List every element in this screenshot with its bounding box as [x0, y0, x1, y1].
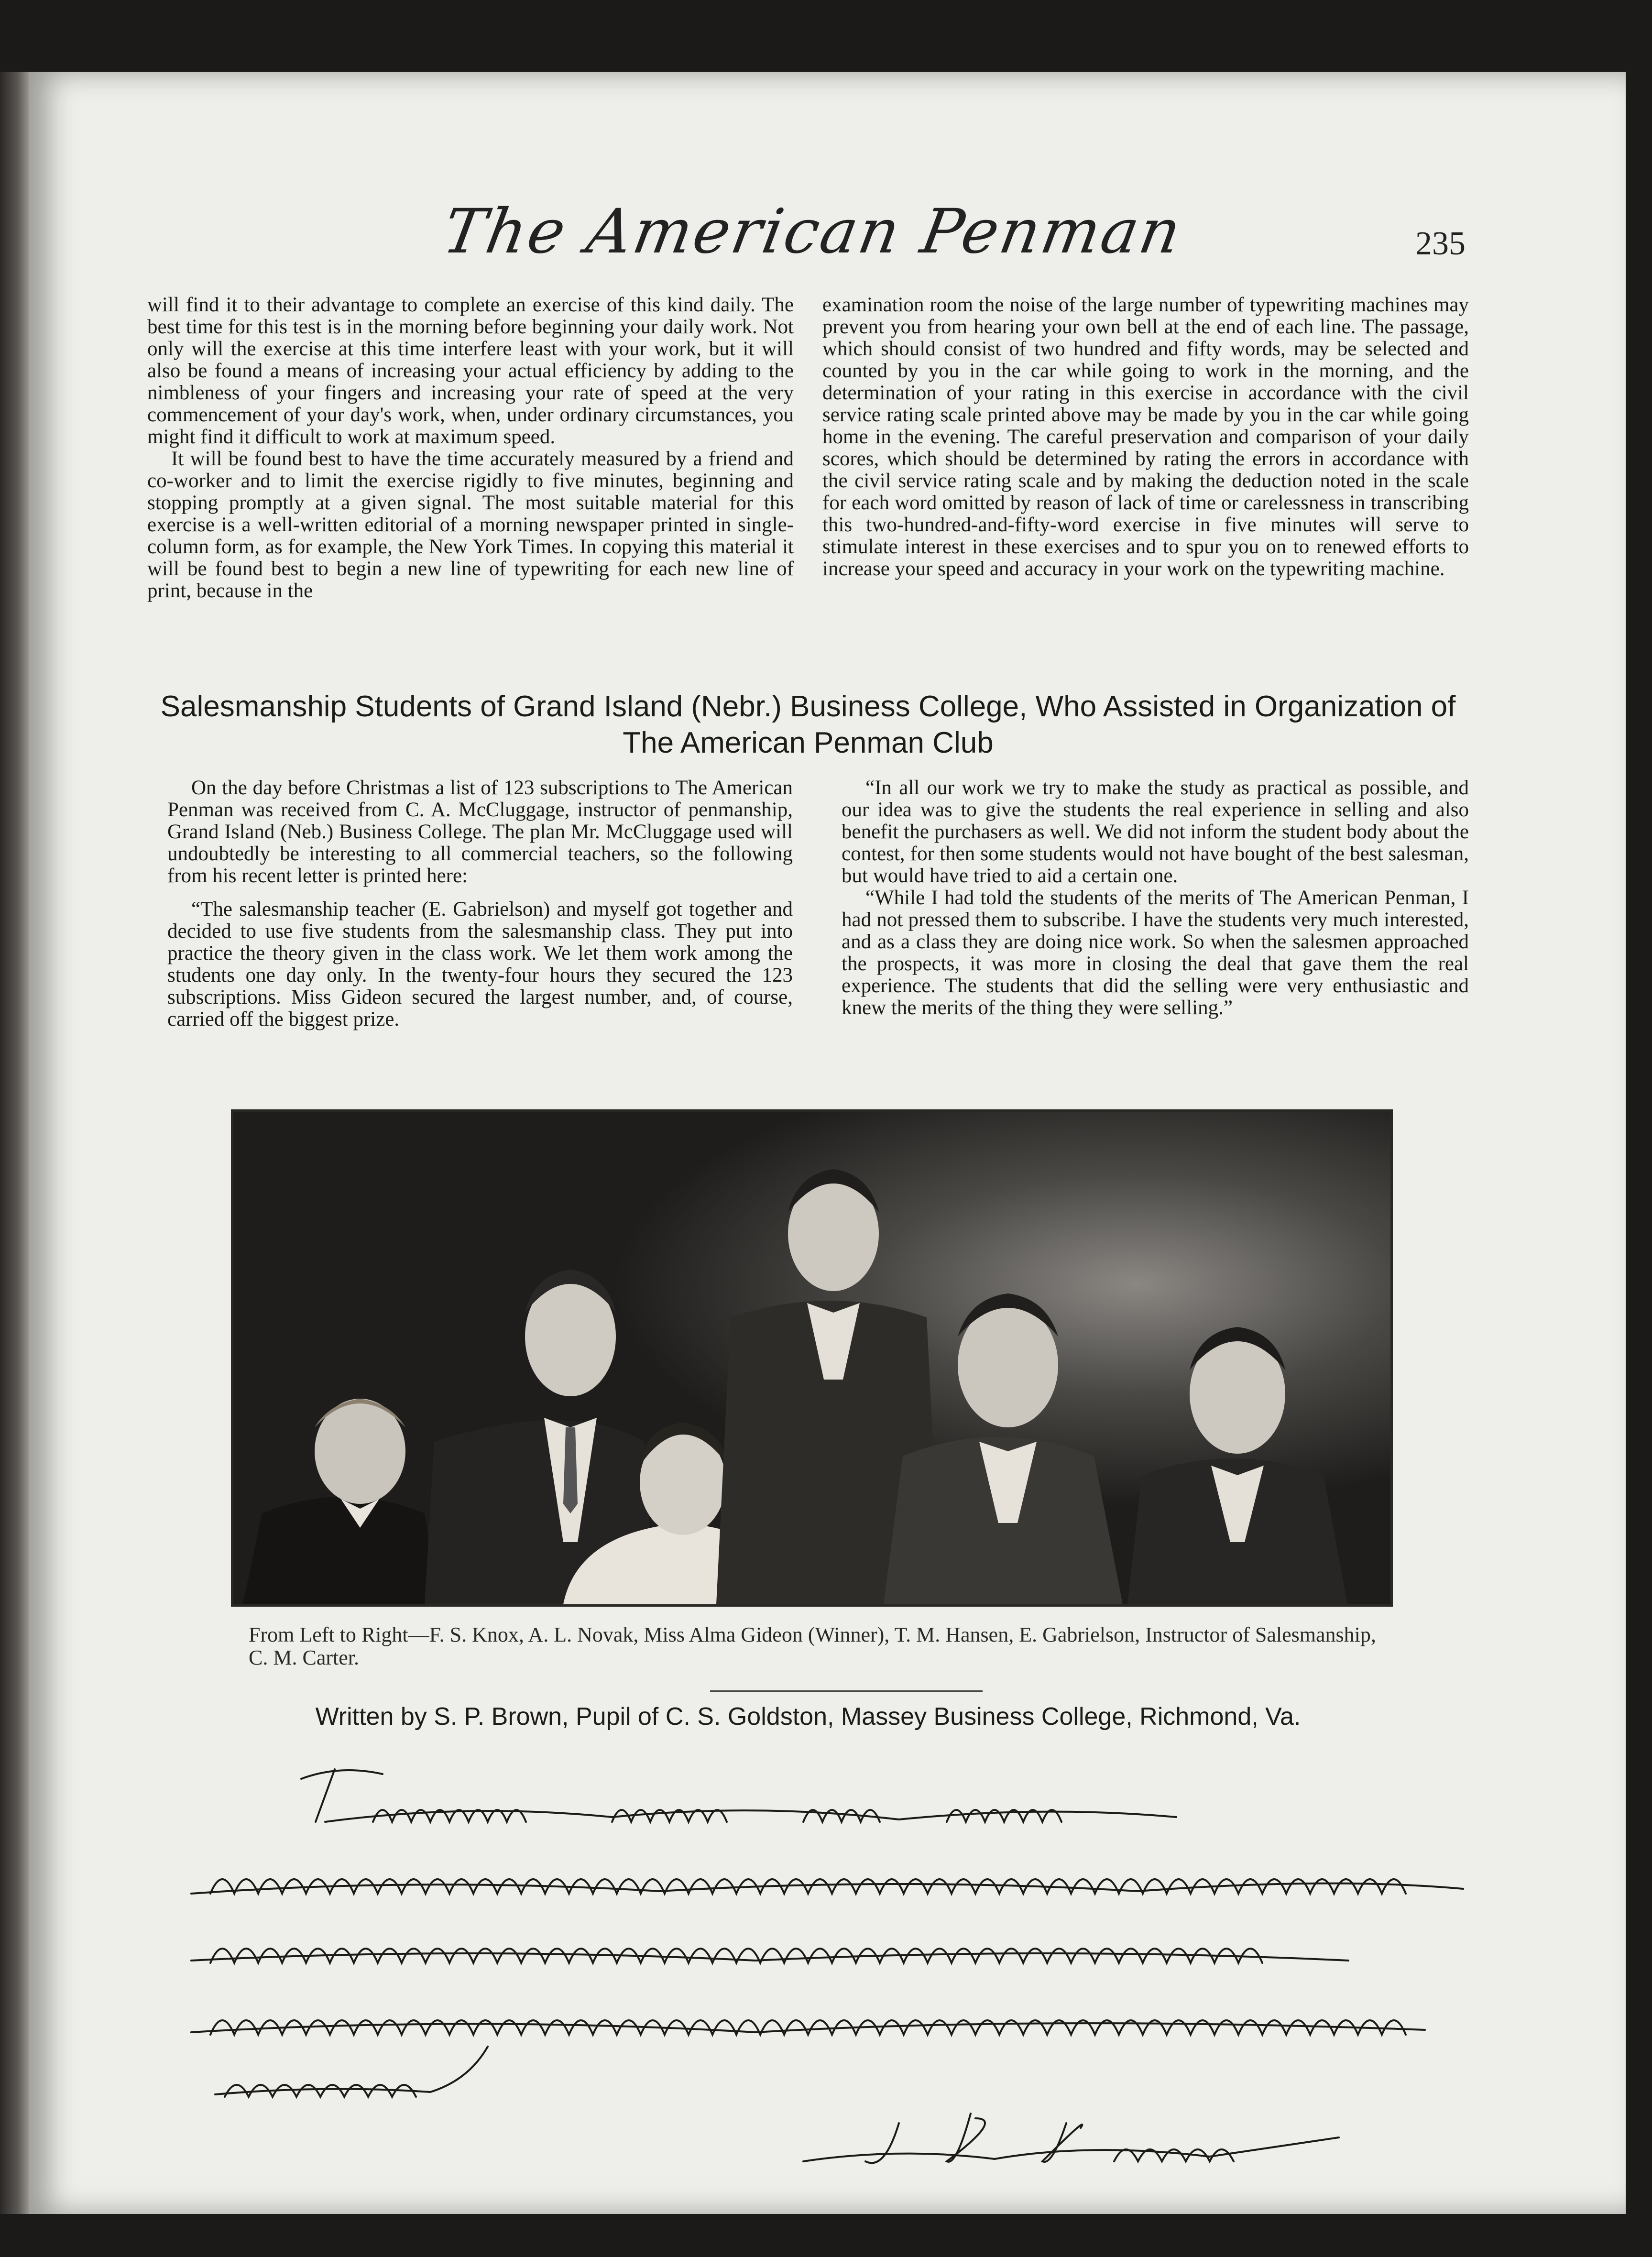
article-mid-right-column [842, 777, 1469, 1019]
paragraph: will find it to their advantage to complete an exercise of this kind daily. The best time for this test is in the morning before beginning your daily work. Not only will the exercise at this time interfere least with your work, but it will also be found a means of increasing your actual efficiency by adding to the nimbleness of your fingers and increasing your rate of speed at the very commencement of your day's work, when, under ordinary circumstances, you might find it difficult to work at maximum speed. [147, 294, 794, 448]
article-headline [143, 689, 1473, 761]
specimen-credit: Written by S. P. Brown, Pupil of C. S. Goldston, Massey Business College, Richmond, Va. [315, 1703, 1301, 1731]
paragraph: On the day before Christmas a list of 123 subscriptions to The American Penman was received from C. A. McCluggage, instructor of penmanship, Grand Island (Neb.) Business College. The plan Mr. McCluggage used will undoubtedly be interesting to all commercial teachers, so the following from his recent letter is printed here: [167, 777, 793, 887]
photo-illustration [233, 1112, 1390, 1604]
headline-line-1: Salesmanship Students of Grand Island (Nebr.) Business College, Who Assisted in Organization of [160, 690, 1456, 723]
paragraph: examination room the noise of the large number of typewriting machines may prevent you from hearing your own bell at the end of each line. The passage, which should consist of two hundred and fifty words, may be selected and counted by you in the car while going to work in the morning, and the determination of your rating in this exercise in accordance with the civil service rating scale printed above may be made by you in the car while going home in the evening. The careful preservation and comparison of your daily scores, which should be determined by rating the errors in accordance with the civil service rating scale and by making the deduction noted in the scale for each word omitted by reason of lack of time or carelessness in transcribing this two-hundred-and-fifty-word exercise in five minutes will serve to stimulate interest in these exercises and to spur you on to renewed efforts to increase your speed and accuracy in your work on the typewriting machine. [822, 294, 1469, 580]
page-number: 235 [1415, 225, 1466, 262]
group-photograph [231, 1109, 1393, 1607]
book-spine [0, 72, 30, 2214]
headline-line-2: The American Penman Club [623, 726, 994, 759]
masthead: The American Penman [438, 196, 1188, 267]
paragraph: It will be found best to have the time accurately measured by a friend and co-worker and to limit the exercise rigidly to five minutes, beginning and stopping promptly at a given signal. The most suitable material for this exercise is a well-written editorial of a morning newspaper printed in single-column form, as for example, the New York Times. In copying this material it will be found best to begin a new line of typewriting for each new line of print, because in the [147, 448, 794, 602]
photo-caption: From Left to Right—F. S. Knox, A. L. Novak, Miss Alma Gideon (Winner), T. M. Hansen, E. Gabrielson, Instructor of Salesmanship, C. M. Carter. [249, 1623, 1376, 1669]
paragraph: “While I had told the students of the merits of The American Penman, I had not pressed them to subscribe. I have the students very much interested, and as a class they are doing nice work. So when the salesmen approached the prospects, it was more in closing the deal that gave them the real experience. The students that did the selling were very enthusiastic and knew the merits of the thing they were selling.” [842, 887, 1469, 1019]
paragraph: “The salesmanship teacher (E. Gabrielson) and myself got together and decided to use five students from the salesmanship class. They put into practice the theory given in the class work. We let them work among the students one day only. In the twenty-four hours they secured the 123 subscriptions. Miss Gideon secured the largest number, and, of course, carried off the biggest prize. [167, 898, 793, 1030]
divider [710, 1690, 983, 1692]
script-illustration [182, 1750, 1473, 2180]
article-mid-left-column [167, 777, 793, 1030]
handwriting-specimen [182, 1750, 1473, 2180]
paragraph: “In all our work we try to make the study as practical as possible, and our idea was to give the students the real experience in selling and also benefit the purchasers as well. We did not inform the student body about the contest, for then some students would not have bought of the best salesman, but would have tried to aid a certain one. [842, 777, 1469, 887]
article-top-left-column [147, 294, 794, 602]
article-top-right-column [822, 294, 1469, 580]
